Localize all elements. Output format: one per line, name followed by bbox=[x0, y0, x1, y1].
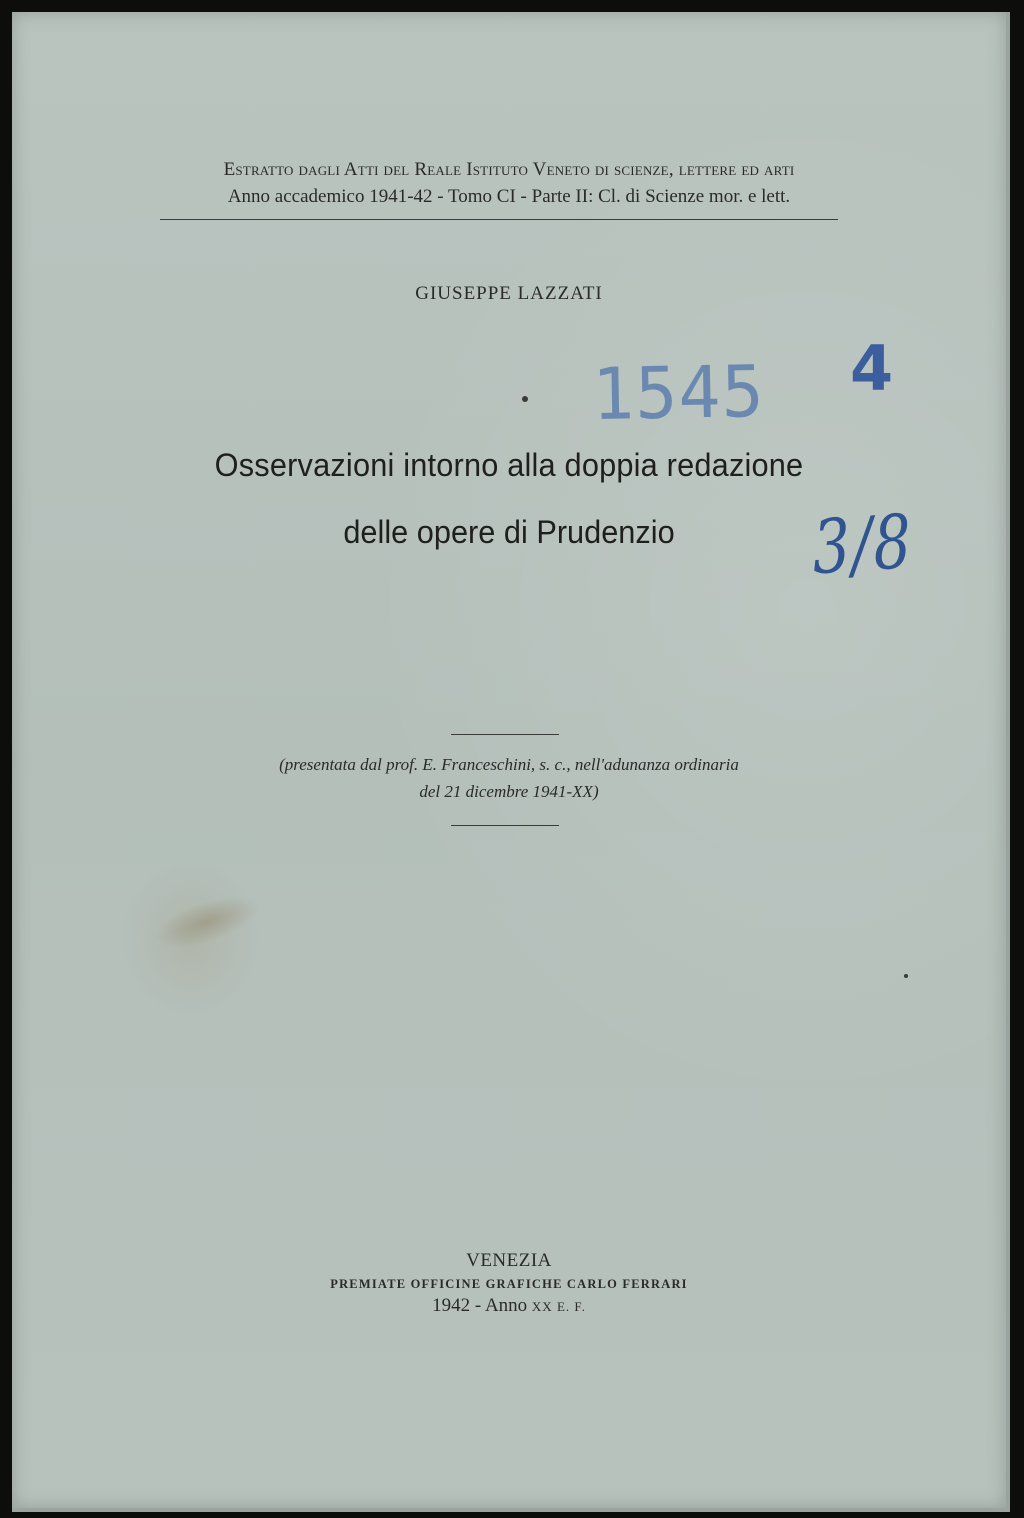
title-line-1: Osservazioni intorno alla doppia redazione bbox=[214, 447, 804, 483]
title-line-2: delle opere di Prudenzio bbox=[343, 514, 675, 550]
header-volume-line: Anno accademico 1941-42 - Tomo CI - Parte II: Cl. di Scienze mor. e lett. bbox=[227, 186, 791, 207]
imprint-era: XX E. F. bbox=[531, 1299, 586, 1314]
presentation-note-line-2: del 21 dicembre 1941-XX) bbox=[419, 782, 599, 801]
author-name: GIUSEPPE LAZZATI bbox=[415, 283, 603, 304]
document-cover bbox=[12, 12, 1010, 1512]
header-source-line: Estratto dagli Atti del Reale Istituto Veneto di scienze, lettere ed arti bbox=[223, 159, 795, 180]
imprint-city: VENEZIA bbox=[466, 1250, 552, 1271]
library-stamp-number: 1545 bbox=[591, 349, 766, 437]
imprint-year-text: 1942 - Anno bbox=[432, 1295, 528, 1316]
presentation-rule-top bbox=[451, 734, 559, 735]
paper-stain bbox=[149, 886, 266, 958]
ink-speck bbox=[522, 396, 528, 402]
imprint-printer: PREMIATE OFFICINE GRAFICHE CARLO FERRARI bbox=[330, 1277, 688, 1291]
presentation-rule-bottom bbox=[451, 825, 559, 826]
library-stamp-digit: 4 bbox=[850, 332, 894, 405]
presentation-note-line-1: (presentata dal prof. E. Franceschini, s. c., nell'adunanza ordinaria bbox=[279, 755, 739, 774]
handwritten-shelfmark: 3/8 bbox=[810, 498, 915, 592]
header-divider bbox=[160, 219, 838, 220]
imprint-year bbox=[12, 1295, 1006, 1317]
ink-speck bbox=[904, 974, 908, 978]
